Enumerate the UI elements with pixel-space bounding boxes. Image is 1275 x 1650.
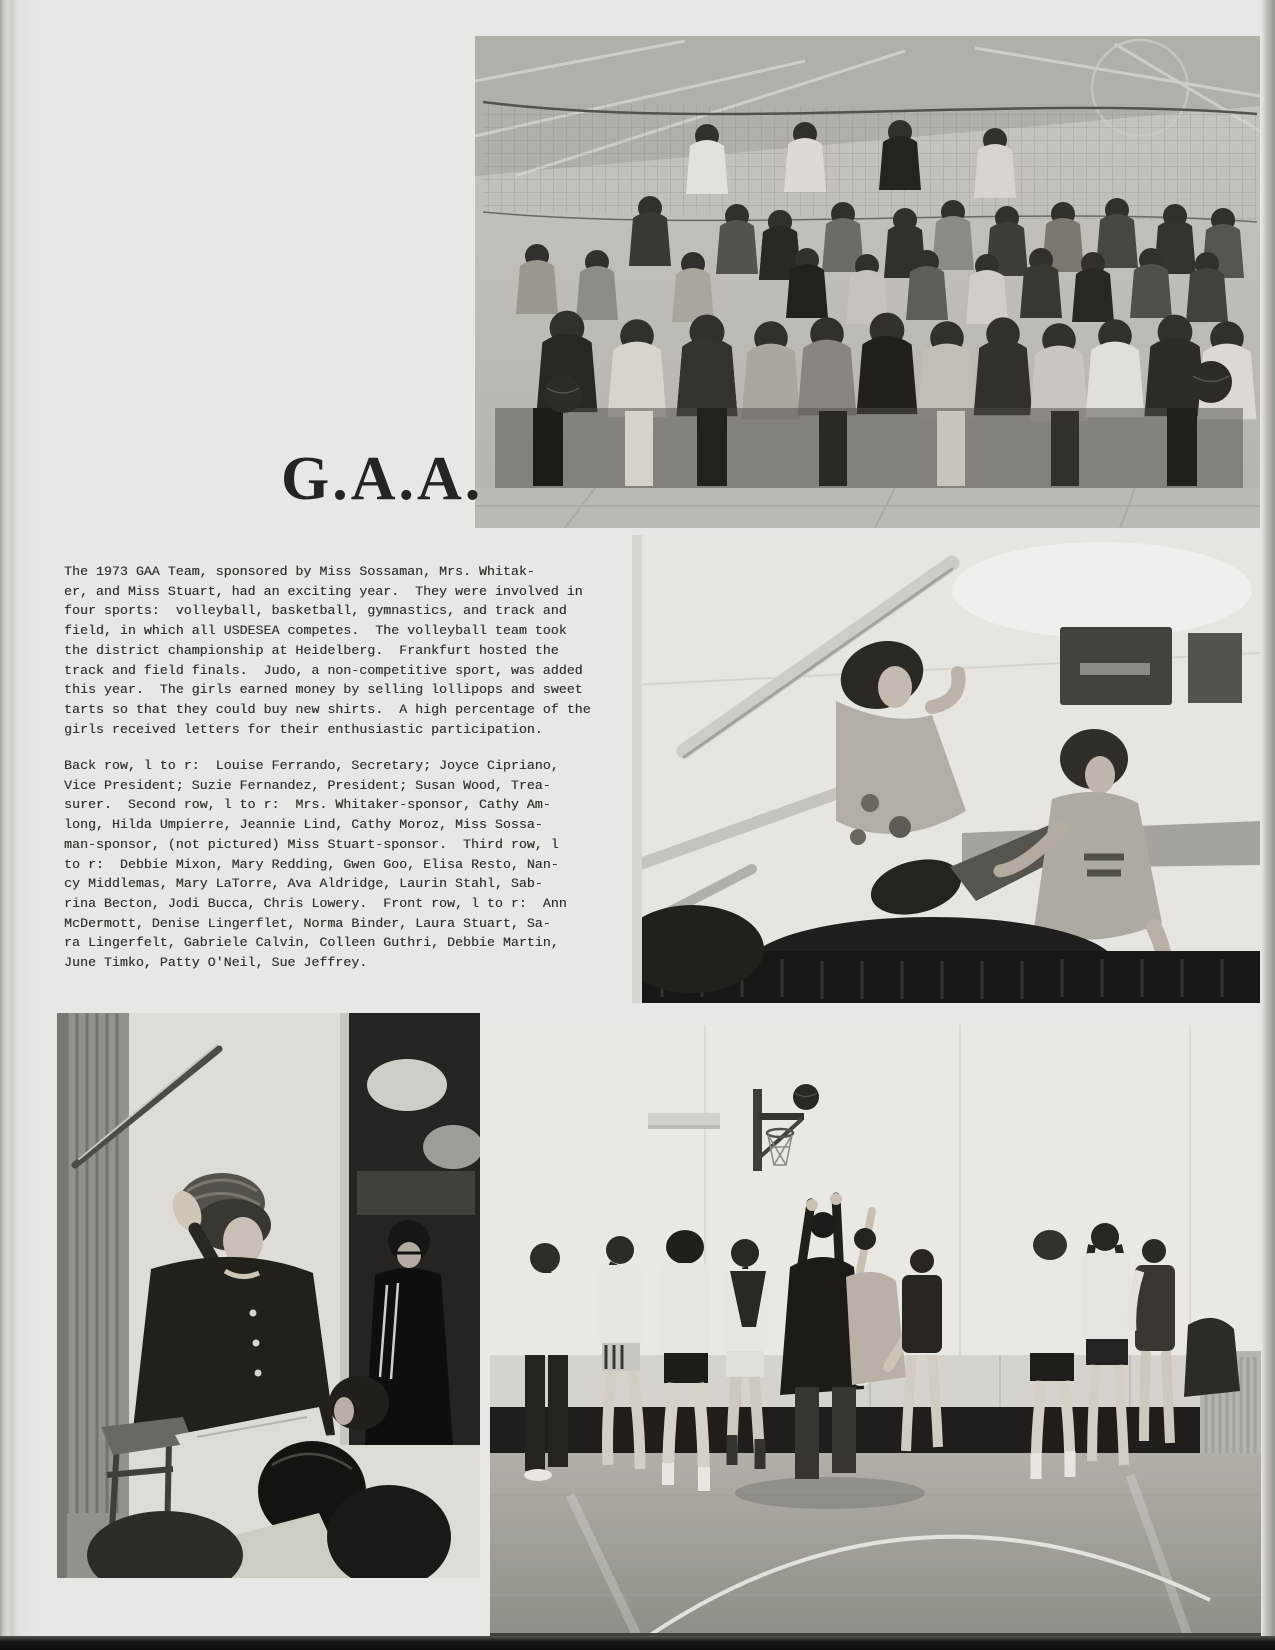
intro-paragraph <box>64 562 604 739</box>
photo-gaa-team-group <box>475 36 1260 528</box>
text-line: tarts so that they could buy new shirts. A high percentage of the <box>64 701 591 717</box>
text-line: this year. The girls earned money by selling lollipops and sweet <box>64 682 583 698</box>
text-line: ra Lingerfelt, Gabriele Calvin, Colleen Guthri, Debbie Martin, <box>64 935 559 951</box>
text-line: cy Middlemas, Mary LaTorre, Ava Aldridge, Laurin Stahl, Sab- <box>64 876 543 892</box>
text-line: McDermott, Denise Lingerflet, Norma Binder, Laura Stuart, Sa- <box>64 915 551 931</box>
page-right-edge <box>1261 0 1275 1650</box>
text-line: rina Becton, Jodi Bucca, Chris Lowery. Front row, l to r: Ann <box>64 895 567 911</box>
page-binding-edge <box>0 0 36 1650</box>
text-line: Back row, l to r: Louise Ferrando, Secretary; Joyce Cipriano, <box>64 758 559 773</box>
roster-paragraph <box>64 756 604 973</box>
text-line: girls received letters for their enthusiastic participation. <box>64 721 543 737</box>
text-line: man-sponsor, (not pictured) Miss Stuart-sponsor. Third row, l <box>64 836 559 852</box>
classroom-illustration <box>57 1013 480 1578</box>
text-line: Vice President; Suzie Fernandez, President; Susan Wood, Trea- <box>64 777 551 793</box>
text-line: four sports: volleyball, basketball, gymnastics, and track and <box>64 603 567 619</box>
photo-basketball-game <box>490 1025 1262 1642</box>
basketball-illustration <box>490 1025 1262 1642</box>
text-line: er, and Miss Stuart, had an exciting year. They were involved in <box>64 583 583 599</box>
apparatus-illustration <box>632 535 1260 1003</box>
team-group-illustration <box>475 36 1260 528</box>
photo-classroom-meeting <box>57 1013 480 1578</box>
text-line: surer. Second row, l to r: Mrs. Whitaker-sponsor, Cathy Am- <box>64 797 551 813</box>
page-bottom-edge <box>0 1636 1275 1650</box>
text-line: track and field finals. Judo, a non-competitive sport, was added <box>64 662 583 678</box>
text-line: June Timko, Patty O'Neil, Sue Jeffrey. <box>64 955 368 971</box>
text-line: the district championship at Heidelberg. Frankfurt hosted the <box>64 642 559 658</box>
text-line: to r: Debbie Mixon, Mary Redding, Gwen Goo, Elisa Resto, Nan- <box>64 856 559 872</box>
page-title: G.A.A. <box>281 445 484 513</box>
text-line: long, Hilda Umpierre, Jeannie Lind, Cathy Moroz, Miss Sossa- <box>64 817 543 833</box>
text-line: field, in which all USDESEA competes. The volleyball team took <box>64 623 567 639</box>
text-line: The 1973 GAA Team, sponsored by Miss Sossaman, Mrs. Whitak- <box>64 564 535 579</box>
photo-girls-on-apparatus <box>632 535 1260 1003</box>
